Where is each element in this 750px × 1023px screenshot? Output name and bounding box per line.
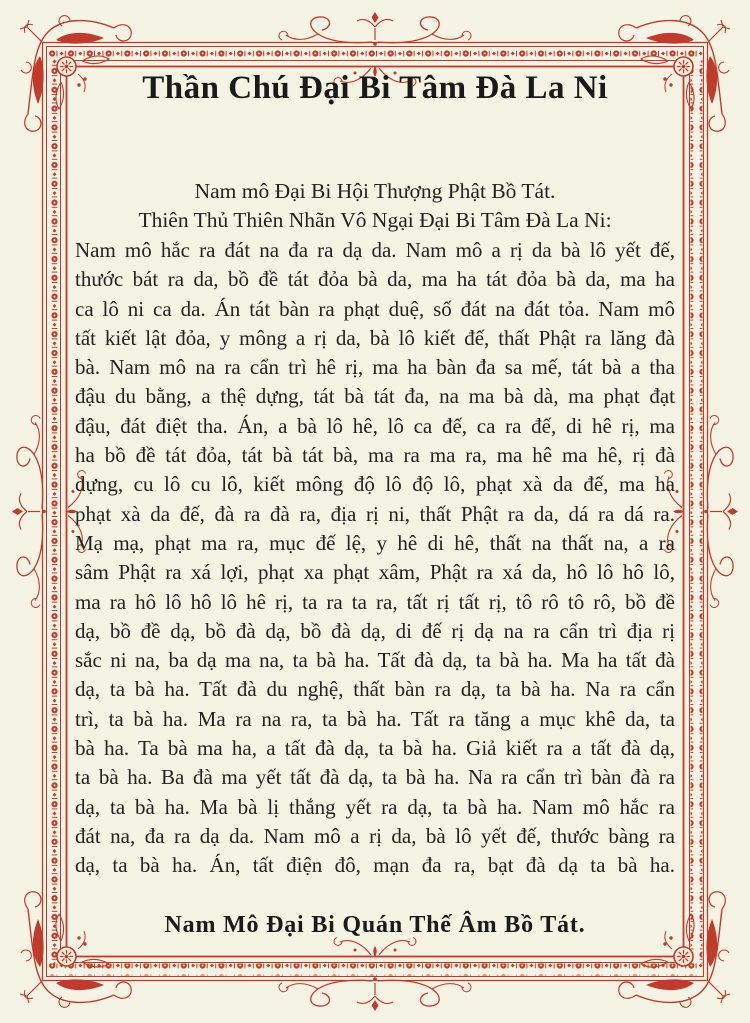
mantra-line: ha bồ đề tát đỏa, tát bà tát bà, ma ra ma ra, ma hê ma hê, rị đà [75,443,675,468]
page-title: Thần Chú Đại Bi Tâm Đà La Ni [142,70,608,106]
mantra-line: dạ, ta bà ha. Ma bà lị thắng yết ra dạ, ta bà ha. Nam mô hắc ra [75,794,675,819]
mantra-line: đậu du bằng, a thệ dựng, tát bà tát đa, na ma bà dà, ma phạt đạt [75,384,675,409]
mantra-line: ta bà ha. Ba đà ma yết tất đà dạ, ta bà ha. Na ra cẩn trì bàn đà ra [75,765,675,790]
mantra-line: đát na, đa ra dạ da. Nam mô a rị da, bà lô yết đế, thước bàng ra [75,823,675,848]
mantra-line: phạt xà da đế, đà ra đà ra, địa rị ni, thất Phật ra da, dá ra dá ra. [75,501,675,526]
mantra-line: Nam mô hắc ra đát na đa ra dạ da. Nam mô a rị da bà lô yết đế, [75,238,675,262]
mantra-line: bà ha. Ta bà ma ha, a tất đà dạ, ta bà ha. Giả kiết ra a tất đà dạ, [75,736,675,761]
mantra-line: tất kiết lật đỏa, y mông a rị da, bà lô kiết đế, thất Phật ra lăng đà [75,325,675,350]
mantra-line: dạ, ta bà ha. Tất đà du nghệ, thất bàn ra dạ, ta bà ha. Na ra cẩn [75,677,675,702]
mantra-line: sâm Phật ra xá lợi, phạt xa phạt xâm, Phật ra xá da, hô lô hô lô, [75,560,675,585]
mantra-line: sắc ni na, ba dạ ma na, ta bà ha. Tất đà dạ, ta bà ha. Ma ha tất đà [75,648,675,673]
invocation-line-1: Nam mô Đại Bi Hội Thượng Phật Bồ Tát. [194,179,556,203]
mantra-line: ma ra hô lô hô lô hê rị, ta ra ta ra, tất rị tất rị, tô rô tô rô, bồ đề [75,589,675,614]
mantra-line: ca lô ni ca da. Án tát bàn ra phạt duệ, số đát na đát tỏa. Nam mô [75,296,675,321]
mantra-line: bà. Nam mô na ra cẩn trì hê rị, ma ha bàn đa sa mế, tát bà a tha [75,355,675,380]
mantra-line: dạ, bồ đề dạ, bồ đà dạ, bồ đà dạ, di đế rị dạ na ra cẩn trì địa rị [75,618,675,643]
mantra-text [75,236,675,881]
mantra-line: thước bát ra da, bồ đề tát đỏa bà da, ma ha tát đỏa bà da, ma ha [75,267,675,292]
mantra-line: đậu, đát điệt tha. Án, a bà lô hê, lô ca đế, ca ra đế, di hê rị, ma [75,413,675,438]
invocation-block [75,177,675,236]
mantra-line: dạ, ta bà ha. Án, tất điện đô, mạn đa ra, bạt đà dạ ta bà ha. [75,853,675,878]
mantra-line: trì, ta bà ha. Ma ra na ra, ta bà ha. Tất ra tăng a mục khê da, ta [75,706,675,731]
mantra-line: Mạ mạ, phạt ma ra, mục đế lệ, y hê di hê, thất na thất na, a ra [75,530,675,555]
mantra-line: dựng, cu lô cu lô, kiết mông độ lô độ lô, phạt xà da đế, ma ha [75,472,675,497]
closing-title: Nam Mô Đại Bi Quán Thế Âm Bồ Tát. [164,912,586,938]
invocation-line-2: Thiên Thủ Thiên Nhãn Vô Ngại Đại Bi Tâm Đà La Ni: [138,208,612,233]
